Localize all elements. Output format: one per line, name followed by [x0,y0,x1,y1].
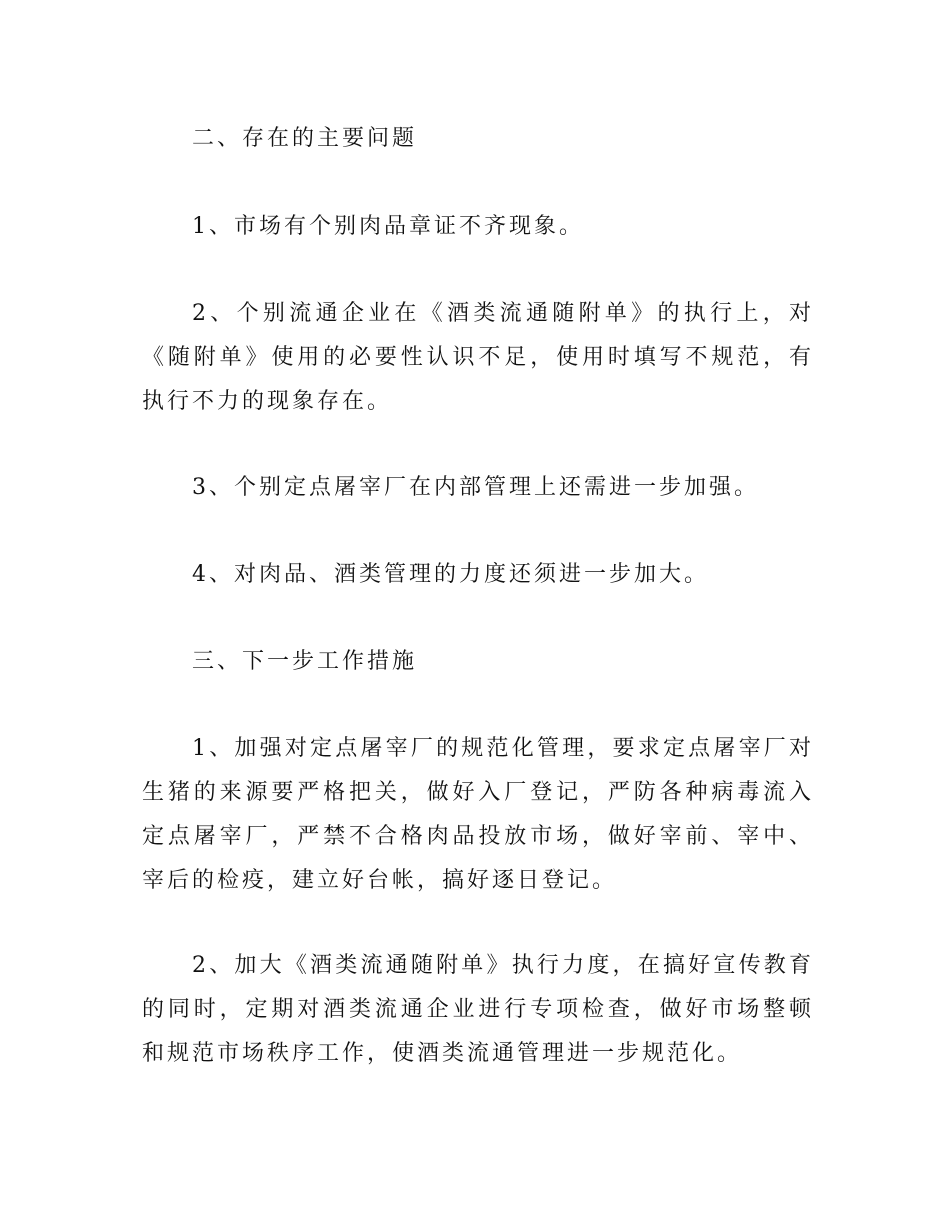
paragraph-problem-2: 2、个别流通企业在《酒类流通随附单》的执行上，对《随附单》使用的必要性认识不足，使用时填写不规范，有执行不力的现象存在。 [142,301,814,414]
paragraph-problem-3: 3、个别定点屠宰厂在内部管理上还需进一步加强。 [192,475,759,500]
paragraph-problem-1: 1、市场有个别肉品章证不齐现象。 [192,214,584,239]
paragraph-measure-2: 2、加大《酒类流通随附单》执行力度，在搞好宣传教育的同时，定期对酒类流通企业进行专项检查，做好市场整顿和规范市场秩序工作，使酒类流通管理进一步规范化。 [142,953,814,1066]
paragraph-problem-4: 4、对肉品、酒类管理的力度还须进一步加大。 [192,562,709,587]
paragraph-measure-1: 1、加强对定点屠宰厂的规范化管理，要求定点屠宰厂对生猪的来源要严格把关，做好入厂登记，严防各种病毒流入定点屠宰厂，严禁不合格肉品投放市场，做好宰前、宰中、宰后的检疫，建立好台帐，搞好逐日登记。 [142,736,814,893]
section-heading-next-steps: 三、下一步工作措施 [192,649,418,674]
section-heading-problems: 二、存在的主要问题 [192,126,418,151]
